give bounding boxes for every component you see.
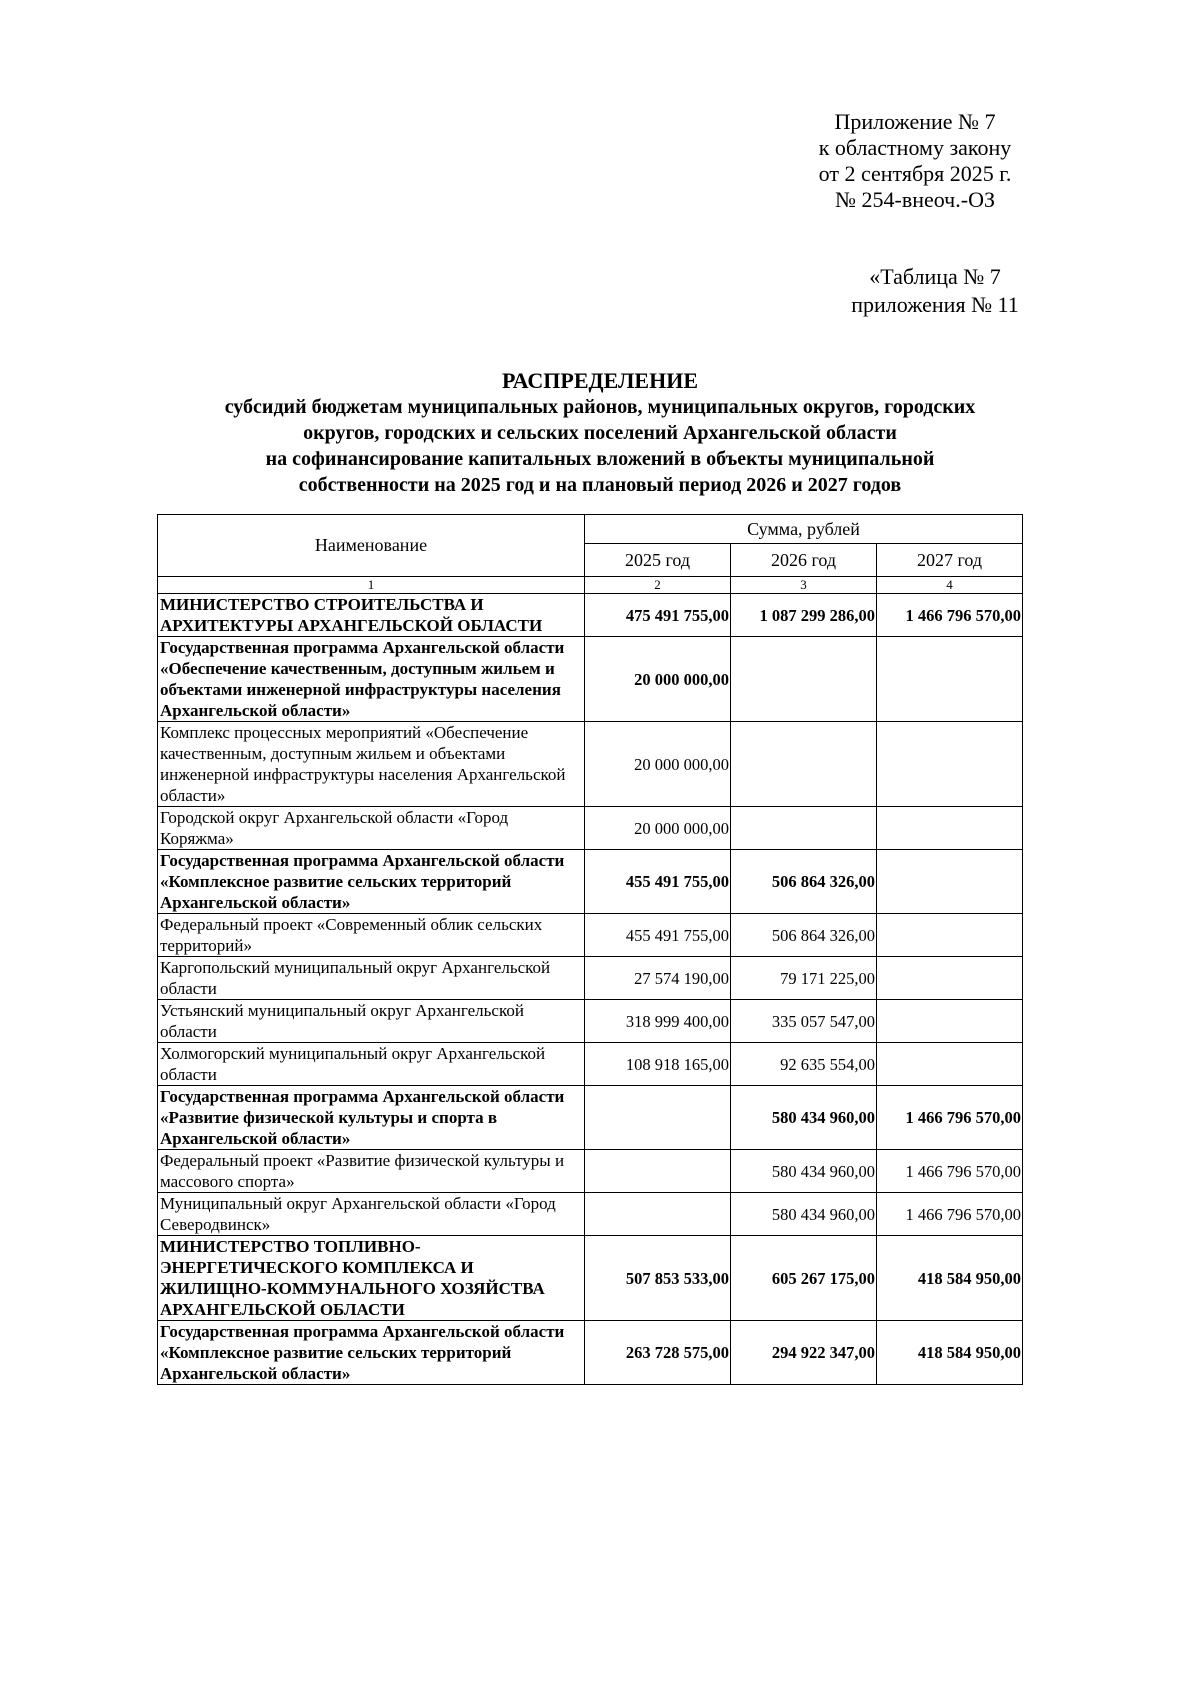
row-value-2026: 335 057 547,00 xyxy=(731,1000,877,1043)
appendix-line: № 254-внеоч.-ОЗ xyxy=(835,187,995,212)
table-ref-line: «Таблица № 7 xyxy=(869,264,1001,289)
table-row-program xyxy=(158,1321,1023,1385)
row-value-2025: 20 000 000,00 xyxy=(585,722,731,807)
column-header-year-2026: 2026 год xyxy=(731,544,877,577)
table-header-row xyxy=(158,515,1023,544)
row-value-2025: 455 491 755,00 xyxy=(585,914,731,957)
row-name: Холмогорский муниципальный округ Архангельской области xyxy=(158,1043,585,1086)
row-value-2027 xyxy=(877,957,1023,1000)
row-value-2027 xyxy=(877,850,1023,914)
distribution-table xyxy=(157,514,1023,1385)
row-value-2026: 580 434 960,00 xyxy=(731,1193,877,1236)
row-value-2025: 20 000 000,00 xyxy=(585,807,731,850)
subtitle-line: округов, городских и сельских поселений Архангельской области xyxy=(303,422,897,444)
row-value-2025: 263 728 575,00 xyxy=(585,1321,731,1385)
row-value-2026 xyxy=(731,637,877,722)
document-subtitle xyxy=(100,394,1100,498)
table-row xyxy=(158,1043,1023,1086)
row-value-2026: 605 267 175,00 xyxy=(731,1236,877,1321)
row-value-2027: 1 466 796 570,00 xyxy=(877,594,1023,637)
row-value-2027: 418 584 950,00 xyxy=(877,1321,1023,1385)
row-name: Федеральный проект «Развитие физической культуры и массового спорта» xyxy=(158,1150,585,1193)
document-title-block xyxy=(100,368,1100,498)
appendix-line: от 2 сентября 2025 г. xyxy=(818,161,1012,186)
appendix-header xyxy=(760,109,1070,213)
column-header-year-2025: 2025 год xyxy=(585,544,731,577)
row-value-2025 xyxy=(585,1193,731,1236)
row-value-2027 xyxy=(877,914,1023,957)
row-value-2025 xyxy=(585,1150,731,1193)
table-row xyxy=(158,1193,1023,1236)
row-value-2025: 507 853 533,00 xyxy=(585,1236,731,1321)
row-name: МИНИСТЕРСТВО СТРОИТЕЛЬСТВА И АРХИТЕКТУРЫ АРХАНГЕЛЬСКОЙ ОБЛАСТИ xyxy=(158,594,585,637)
column-header-name: Наименование xyxy=(158,515,585,577)
row-value-2027 xyxy=(877,1000,1023,1043)
row-value-2026: 294 922 347,00 xyxy=(731,1321,877,1385)
table-row xyxy=(158,914,1023,957)
table-ref-line: приложения № 11 xyxy=(851,292,1019,317)
row-value-2026: 506 864 326,00 xyxy=(731,850,877,914)
row-name: Федеральный проект «Современный облик сельских территорий» xyxy=(158,914,585,957)
row-value-2025: 27 574 190,00 xyxy=(585,957,731,1000)
row-name: Устьянский муниципальный округ Архангельской области xyxy=(158,1000,585,1043)
row-value-2027: 418 584 950,00 xyxy=(877,1236,1023,1321)
column-number: 4 xyxy=(877,577,1023,594)
column-header-sum: Сумма, рублей xyxy=(585,515,1023,544)
table-row xyxy=(158,1150,1023,1193)
table-row-ministry xyxy=(158,594,1023,637)
subtitle-line: собственности на 2025 год и на плановый период 2026 и 2027 годов xyxy=(298,474,902,496)
row-value-2025 xyxy=(585,1086,731,1150)
column-number: 2 xyxy=(585,577,731,594)
subtitle-line: на софинансирование капитальных вложений в объекты муниципальной xyxy=(265,448,935,470)
column-number: 3 xyxy=(731,577,877,594)
table-row-program xyxy=(158,1086,1023,1150)
document-title: РАСПРЕДЕЛЕНИЕ xyxy=(501,368,698,393)
row-value-2025: 455 491 755,00 xyxy=(585,850,731,914)
row-value-2027 xyxy=(877,807,1023,850)
row-name: Комплекс процессных мероприятий «Обеспечение качественным, доступным жильем и объектами инженерной инфраструктуры населения Архангельской области» xyxy=(158,722,585,807)
column-header-year-2027: 2027 год xyxy=(877,544,1023,577)
column-number: 1 xyxy=(158,577,585,594)
row-value-2027 xyxy=(877,637,1023,722)
row-value-2025: 108 918 165,00 xyxy=(585,1043,731,1086)
table-row xyxy=(158,1000,1023,1043)
row-value-2025: 20 000 000,00 xyxy=(585,637,731,722)
table-row-program xyxy=(158,637,1023,722)
appendix-line: к областному закону xyxy=(818,135,1012,160)
row-name: Государственная программа Архангельской области «Развитие физической культуры и спорта в Архангельской области» xyxy=(158,1086,585,1150)
subtitle-line: субсидий бюджетам муниципальных районов, муниципальных округов, городских xyxy=(224,396,976,418)
row-value-2026: 580 434 960,00 xyxy=(731,1086,877,1150)
row-value-2026 xyxy=(731,722,877,807)
table-row-ministry xyxy=(158,1236,1023,1321)
table-row xyxy=(158,957,1023,1000)
table-row xyxy=(158,722,1023,807)
row-name: Городской округ Архангельской области «Город Коряжма» xyxy=(158,807,585,850)
row-name: МИНИСТЕРСТВО ТОПЛИВНО-ЭНЕРГЕТИЧЕСКОГО КОМПЛЕКСА И ЖИЛИЩНО-КОММУНАЛЬНОГО ХОЗЯЙСТВА АРХАНГЕЛЬСКОЙ ОБЛАСТИ xyxy=(158,1236,585,1321)
table-row xyxy=(158,807,1023,850)
row-value-2026: 580 434 960,00 xyxy=(731,1150,877,1193)
row-value-2027: 1 466 796 570,00 xyxy=(877,1086,1023,1150)
row-name: Каргопольский муниципальный округ Архангельской области xyxy=(158,957,585,1000)
row-value-2027: 1 466 796 570,00 xyxy=(877,1150,1023,1193)
row-name: Государственная программа Архангельской области «Комплексное развитие сельских территорий Архангельской области» xyxy=(158,1321,585,1385)
row-value-2025: 475 491 755,00 xyxy=(585,594,731,637)
row-value-2026 xyxy=(731,807,877,850)
row-value-2027: 1 466 796 570,00 xyxy=(877,1193,1023,1236)
row-name: Государственная программа Архангельской области «Комплексное развитие сельских территорий Архангельской области» xyxy=(158,850,585,914)
row-value-2027 xyxy=(877,1043,1023,1086)
row-value-2026: 506 864 326,00 xyxy=(731,914,877,957)
row-name: Государственная программа Архангельской области «Обеспечение качественным, доступным жильем и объектами инженерной инфраструктуры населения Архангельской области» xyxy=(158,637,585,722)
row-name: Муниципальный округ Архангельской области «Город Северодвинск» xyxy=(158,1193,585,1236)
table-reference xyxy=(790,263,1080,319)
row-value-2026: 79 171 225,00 xyxy=(731,957,877,1000)
table-row-program xyxy=(158,850,1023,914)
row-value-2027 xyxy=(877,722,1023,807)
row-value-2026: 92 635 554,00 xyxy=(731,1043,877,1086)
row-value-2025: 318 999 400,00 xyxy=(585,1000,731,1043)
row-value-2026: 1 087 299 286,00 xyxy=(731,594,877,637)
column-number-row xyxy=(158,577,1023,594)
appendix-line: Приложение № 7 xyxy=(834,109,996,134)
